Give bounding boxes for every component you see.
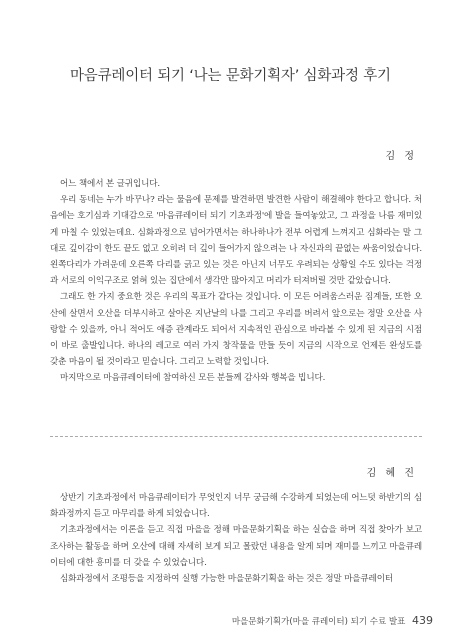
paragraph: 기초과정에서는 이론을 듣고 직접 마을을 정해 마을문화기획을 하는 실습을 하며 직접 찾아가 보고 조사하는 활동을 하며 오산에 대해 자세히 보게 되고 몰랐던 내용을 알게 되며 재미를 느끼고 마을큐레이터에 대한 흥미를 더 갖을 수 있었습니다. <box>50 525 422 568</box>
paragraph: 심화과정에서 조평등을 지정하여 실행 가능한 마을문화기획을 하는 것은 정말 마을큐레이터 <box>60 574 393 585</box>
paragraph: 우리 동네는 누가 바꾸나? 라는 물음에 문제를 발견하면 발견한 사람이 해결해야 한다고 합니다. 처음에는 호기심과 기대감으로 '마음큐레이터 되기 기초과정'에 발을 들여놓았고, 그 과정을 나름 재미있게 마칠 수 있었는데요. 심화과정으로 넘어가면서는 하나하나가 전부 어렵게 느껴지고 심화라는 말 그대로 깊이감이 한도 끝도 없고 오히려 더 깊이 들어가지 않으려는 나 자신과의 끝없는 싸움이었습니다. 왼쪽다리가 가려운데 오른쪽 다리를 긁고 있는 것은 아닌지 너무도 우려되는 상황일 수도 있다는 걱정과 서로의 이익구조로 얽혀 있는 집단에서 생각만 많아지고 머리가 터져버릴 것만 같았습니다. <box>50 195 422 287</box>
page-number: 439 <box>412 614 433 627</box>
author-name: 김 혜 진 <box>366 468 417 479</box>
page-footer <box>232 614 433 627</box>
paragraph: 어느 책에서 본 글귀입니다. <box>60 179 160 189</box>
essay-section-2 <box>50 490 422 587</box>
essay-section-1 <box>50 176 422 387</box>
paragraph: 상반기 기초과정에서 마음큐레이터가 무엇인지 너무 궁금해 수강하게 되었는데 어느덧 하반기의 심화과정까지 듣고 마무리를 하게 되었습니다. <box>50 493 422 520</box>
author-name: 김 정 <box>385 151 417 162</box>
page-title: 마음큐레이터 되기 ‘나는 문화기획자’ 심화과정 후기 <box>70 68 391 84</box>
section-divider <box>50 436 422 437</box>
paragraph: 그래도 한 가지 중요한 것은 우리의 목표가 같다는 것입니다. 이 모든 어려움스러운 짐계들, 또한 오산에 살면서 오산을 더부시하고 살아온 지난날의 나를 그리고 우리를 버려서 앞으로는 정말 오산을 사랑할 수 있을까, 아니 적어도 애증 관계라도 되어서 지속적인 관심으로 바라볼 수 있게 된 지금의 시점이 바로 출발입니다. 하나의 레고로 여러 가지 창작물을 만들 듯이 지금의 시작으로 언제든 완성도를 갖춘 마음이 될 것이라고 믿습니다. 그리고 노력할 것입니다. <box>50 292 422 368</box>
footer-text: 마을문화기획가(마을 큐레이터) 되기 수료 발표 <box>231 617 406 627</box>
paragraph: 마지막으로 마음큐레이터에 참여하신 모든 분들께 감사와 행복을 빕니다. <box>60 373 326 384</box>
